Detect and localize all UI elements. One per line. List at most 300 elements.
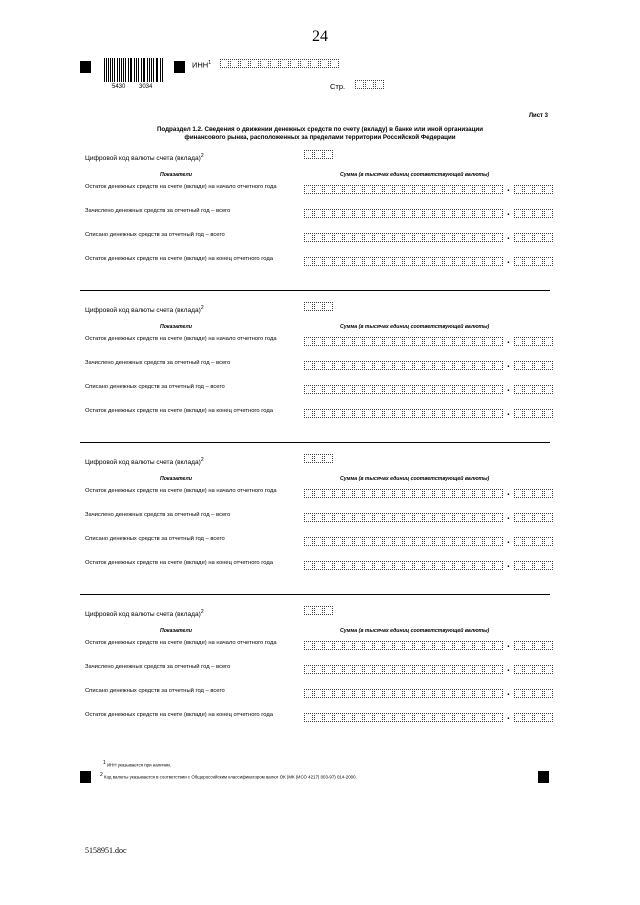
amount-cell[interactable]	[474, 689, 483, 698]
amount-cell[interactable]	[524, 409, 533, 418]
amount-cell[interactable]	[404, 361, 413, 370]
amount-cell[interactable]	[454, 713, 463, 722]
amount-cell[interactable]	[524, 385, 533, 394]
amount-integer-field[interactable]	[304, 665, 504, 674]
amount-cell[interactable]	[354, 713, 363, 722]
amount-cell[interactable]	[394, 489, 403, 498]
amount-cell[interactable]	[334, 361, 343, 370]
amount-cell[interactable]	[464, 561, 473, 570]
amount-cell[interactable]	[314, 233, 323, 242]
amount-cell[interactable]	[424, 209, 433, 218]
amount-cell[interactable]	[374, 233, 383, 242]
amount-cell[interactable]	[414, 361, 423, 370]
amount-cell[interactable]	[364, 689, 373, 698]
amount-cell[interactable]	[454, 209, 463, 218]
amount-fraction-field[interactable]	[514, 641, 554, 650]
amount-cell[interactable]	[494, 489, 503, 498]
amount-cell[interactable]	[484, 209, 493, 218]
amount-cell[interactable]	[384, 337, 393, 346]
amount-cell[interactable]	[304, 689, 313, 698]
amount-cell[interactable]	[364, 489, 373, 498]
amount-integer-field[interactable]	[304, 185, 504, 194]
currency-code-cell[interactable]	[314, 302, 323, 311]
amount-cell[interactable]	[514, 513, 523, 522]
amount-cell[interactable]	[434, 665, 443, 674]
amount-cell[interactable]	[324, 209, 333, 218]
amount-cell[interactable]	[534, 489, 543, 498]
amount-cell[interactable]	[514, 361, 523, 370]
amount-integer-field[interactable]	[304, 689, 504, 698]
amount-cell[interactable]	[304, 537, 313, 546]
amount-cell[interactable]	[364, 257, 373, 266]
amount-cell[interactable]	[304, 385, 313, 394]
amount-cell[interactable]	[414, 257, 423, 266]
amount-cell[interactable]	[514, 257, 523, 266]
amount-cell[interactable]	[364, 713, 373, 722]
amount-cell[interactable]	[414, 233, 423, 242]
amount-cell[interactable]	[384, 209, 393, 218]
currency-code-cell[interactable]	[314, 454, 323, 463]
amount-cell[interactable]	[324, 561, 333, 570]
amount-cell[interactable]	[524, 665, 533, 674]
amount-cell[interactable]	[324, 361, 333, 370]
amount-cell[interactable]	[534, 409, 543, 418]
amount-cell[interactable]	[534, 689, 543, 698]
amount-cell[interactable]	[484, 537, 493, 546]
inn-cell[interactable]	[270, 59, 279, 68]
inn-cell[interactable]	[230, 59, 239, 68]
amount-cell[interactable]	[544, 689, 553, 698]
amount-cell[interactable]	[454, 689, 463, 698]
amount-cell[interactable]	[444, 361, 453, 370]
amount-cell[interactable]	[544, 513, 553, 522]
amount-cell[interactable]	[354, 385, 363, 394]
amount-cell[interactable]	[524, 209, 533, 218]
amount-cell[interactable]	[474, 641, 483, 650]
amount-integer-field[interactable]	[304, 209, 504, 218]
amount-cell[interactable]	[514, 337, 523, 346]
currency-code-cell[interactable]	[324, 150, 333, 159]
amount-cell[interactable]	[544, 361, 553, 370]
amount-cell[interactable]	[344, 409, 353, 418]
amount-fraction-field[interactable]	[514, 233, 554, 242]
amount-cell[interactable]	[404, 513, 413, 522]
amount-cell[interactable]	[484, 713, 493, 722]
amount-cell[interactable]	[324, 337, 333, 346]
amount-cell[interactable]	[364, 337, 373, 346]
amount-cell[interactable]	[374, 257, 383, 266]
amount-cell[interactable]	[414, 185, 423, 194]
amount-cell[interactable]	[434, 561, 443, 570]
amount-cell[interactable]	[414, 489, 423, 498]
currency-code-field[interactable]	[304, 302, 334, 311]
amount-cell[interactable]	[314, 641, 323, 650]
amount-cell[interactable]	[344, 665, 353, 674]
amount-cell[interactable]	[444, 641, 453, 650]
amount-cell[interactable]	[344, 257, 353, 266]
amount-fraction-field[interactable]	[514, 513, 554, 522]
amount-cell[interactable]	[414, 665, 423, 674]
amount-cell[interactable]	[334, 185, 343, 194]
currency-code-cell[interactable]	[324, 606, 333, 615]
amount-cell[interactable]	[514, 409, 523, 418]
amount-cell[interactable]	[404, 665, 413, 674]
amount-cell[interactable]	[394, 409, 403, 418]
amount-cell[interactable]	[344, 209, 353, 218]
amount-cell[interactable]	[464, 489, 473, 498]
amount-cell[interactable]	[454, 561, 463, 570]
amount-cell[interactable]	[354, 665, 363, 674]
amount-cell[interactable]	[424, 337, 433, 346]
amount-cell[interactable]	[474, 665, 483, 674]
amount-cell[interactable]	[544, 641, 553, 650]
currency-code-cell[interactable]	[314, 150, 323, 159]
currency-code-cell[interactable]	[324, 454, 333, 463]
amount-cell[interactable]	[514, 665, 523, 674]
amount-cell[interactable]	[444, 537, 453, 546]
amount-cell[interactable]	[314, 409, 323, 418]
amount-cell[interactable]	[424, 537, 433, 546]
amount-cell[interactable]	[344, 385, 353, 394]
amount-cell[interactable]	[334, 409, 343, 418]
amount-cell[interactable]	[494, 513, 503, 522]
amount-cell[interactable]	[394, 385, 403, 394]
amount-cell[interactable]	[444, 409, 453, 418]
amount-cell[interactable]	[364, 361, 373, 370]
amount-cell[interactable]	[464, 689, 473, 698]
amount-cell[interactable]	[474, 209, 483, 218]
amount-cell[interactable]	[364, 209, 373, 218]
amount-cell[interactable]	[524, 537, 533, 546]
amount-cell[interactable]	[454, 361, 463, 370]
amount-cell[interactable]	[354, 489, 363, 498]
amount-fraction-field[interactable]	[514, 361, 554, 370]
amount-integer-field[interactable]	[304, 337, 504, 346]
amount-cell[interactable]	[424, 689, 433, 698]
amount-cell[interactable]	[304, 665, 313, 674]
amount-cell[interactable]	[394, 537, 403, 546]
amount-integer-field[interactable]	[304, 713, 504, 722]
amount-cell[interactable]	[374, 689, 383, 698]
inn-cell[interactable]	[310, 59, 319, 68]
amount-cell[interactable]	[314, 713, 323, 722]
amount-cell[interactable]	[404, 209, 413, 218]
amount-cell[interactable]	[304, 513, 313, 522]
amount-cell[interactable]	[334, 337, 343, 346]
amount-cell[interactable]	[414, 641, 423, 650]
amount-cell[interactable]	[544, 665, 553, 674]
amount-cell[interactable]	[334, 537, 343, 546]
amount-cell[interactable]	[304, 713, 313, 722]
currency-code-field[interactable]	[304, 606, 334, 615]
amount-cell[interactable]	[414, 337, 423, 346]
amount-cell[interactable]	[464, 641, 473, 650]
amount-fraction-field[interactable]	[514, 385, 554, 394]
amount-cell[interactable]	[384, 257, 393, 266]
amount-cell[interactable]	[514, 537, 523, 546]
amount-cell[interactable]	[524, 361, 533, 370]
amount-cell[interactable]	[474, 185, 483, 194]
inn-cell[interactable]	[330, 59, 339, 68]
amount-cell[interactable]	[434, 713, 443, 722]
amount-cell[interactable]	[364, 561, 373, 570]
amount-cell[interactable]	[494, 561, 503, 570]
amount-cell[interactable]	[414, 561, 423, 570]
amount-cell[interactable]	[414, 537, 423, 546]
amount-cell[interactable]	[424, 257, 433, 266]
amount-cell[interactable]	[454, 537, 463, 546]
amount-cell[interactable]	[354, 209, 363, 218]
currency-code-cell[interactable]	[304, 606, 313, 615]
page-cell[interactable]	[365, 80, 374, 89]
amount-cell[interactable]	[444, 513, 453, 522]
amount-cell[interactable]	[484, 513, 493, 522]
amount-cell[interactable]	[414, 385, 423, 394]
amount-cell[interactable]	[354, 561, 363, 570]
amount-cell[interactable]	[524, 185, 533, 194]
amount-cell[interactable]	[324, 385, 333, 394]
amount-cell[interactable]	[324, 537, 333, 546]
amount-cell[interactable]	[344, 337, 353, 346]
amount-cell[interactable]	[464, 233, 473, 242]
amount-cell[interactable]	[514, 713, 523, 722]
amount-cell[interactable]	[484, 561, 493, 570]
amount-cell[interactable]	[314, 689, 323, 698]
amount-cell[interactable]	[374, 641, 383, 650]
amount-fraction-field[interactable]	[514, 689, 554, 698]
amount-cell[interactable]	[384, 409, 393, 418]
amount-cell[interactable]	[434, 409, 443, 418]
amount-cell[interactable]	[374, 489, 383, 498]
amount-cell[interactable]	[444, 665, 453, 674]
amount-cell[interactable]	[384, 185, 393, 194]
amount-cell[interactable]	[534, 665, 543, 674]
amount-cell[interactable]	[394, 513, 403, 522]
amount-cell[interactable]	[544, 337, 553, 346]
amount-cell[interactable]	[404, 385, 413, 394]
amount-cell[interactable]	[404, 409, 413, 418]
amount-cell[interactable]	[354, 185, 363, 194]
amount-integer-field[interactable]	[304, 233, 504, 242]
amount-integer-field[interactable]	[304, 513, 504, 522]
amount-cell[interactable]	[534, 561, 543, 570]
amount-cell[interactable]	[494, 185, 503, 194]
amount-cell[interactable]	[314, 337, 323, 346]
amount-cell[interactable]	[444, 337, 453, 346]
amount-cell[interactable]	[404, 233, 413, 242]
amount-cell[interactable]	[374, 209, 383, 218]
amount-cell[interactable]	[484, 361, 493, 370]
amount-cell[interactable]	[344, 641, 353, 650]
amount-cell[interactable]	[344, 713, 353, 722]
amount-cell[interactable]	[534, 233, 543, 242]
amount-cell[interactable]	[454, 489, 463, 498]
amount-cell[interactable]	[464, 337, 473, 346]
amount-cell[interactable]	[394, 233, 403, 242]
amount-fraction-field[interactable]	[514, 409, 554, 418]
inn-cell[interactable]	[280, 59, 289, 68]
amount-cell[interactable]	[434, 361, 443, 370]
amount-cell[interactable]	[414, 209, 423, 218]
amount-cell[interactable]	[304, 409, 313, 418]
amount-cell[interactable]	[474, 513, 483, 522]
amount-cell[interactable]	[334, 641, 343, 650]
amount-cell[interactable]	[324, 409, 333, 418]
amount-cell[interactable]	[414, 713, 423, 722]
amount-cell[interactable]	[474, 409, 483, 418]
amount-cell[interactable]	[544, 209, 553, 218]
amount-cell[interactable]	[414, 513, 423, 522]
amount-cell[interactable]	[544, 713, 553, 722]
amount-cell[interactable]	[424, 641, 433, 650]
amount-cell[interactable]	[374, 361, 383, 370]
amount-cell[interactable]	[464, 713, 473, 722]
inn-cell[interactable]	[240, 59, 249, 68]
amount-cell[interactable]	[314, 513, 323, 522]
amount-cell[interactable]	[484, 233, 493, 242]
amount-cell[interactable]	[364, 641, 373, 650]
amount-cell[interactable]	[344, 513, 353, 522]
amount-cell[interactable]	[494, 209, 503, 218]
page-cell[interactable]	[355, 80, 364, 89]
amount-cell[interactable]	[484, 689, 493, 698]
amount-cell[interactable]	[364, 185, 373, 194]
amount-cell[interactable]	[354, 513, 363, 522]
amount-cell[interactable]	[514, 641, 523, 650]
amount-cell[interactable]	[404, 257, 413, 266]
amount-cell[interactable]	[334, 665, 343, 674]
amount-cell[interactable]	[424, 385, 433, 394]
amount-cell[interactable]	[324, 233, 333, 242]
amount-cell[interactable]	[314, 561, 323, 570]
amount-cell[interactable]	[484, 385, 493, 394]
amount-cell[interactable]	[424, 409, 433, 418]
amount-cell[interactable]	[384, 561, 393, 570]
amount-cell[interactable]	[364, 409, 373, 418]
amount-cell[interactable]	[374, 561, 383, 570]
amount-fraction-field[interactable]	[514, 537, 554, 546]
amount-cell[interactable]	[424, 361, 433, 370]
amount-cell[interactable]	[474, 361, 483, 370]
amount-cell[interactable]	[344, 689, 353, 698]
amount-cell[interactable]	[404, 185, 413, 194]
amount-cell[interactable]	[344, 561, 353, 570]
amount-cell[interactable]	[514, 209, 523, 218]
amount-cell[interactable]	[474, 713, 483, 722]
amount-cell[interactable]	[444, 385, 453, 394]
amount-cell[interactable]	[534, 385, 543, 394]
amount-cell[interactable]	[494, 385, 503, 394]
amount-cell[interactable]	[414, 409, 423, 418]
amount-cell[interactable]	[424, 185, 433, 194]
amount-cell[interactable]	[464, 361, 473, 370]
amount-cell[interactable]	[334, 689, 343, 698]
amount-cell[interactable]	[534, 185, 543, 194]
amount-cell[interactable]	[334, 233, 343, 242]
amount-cell[interactable]	[354, 537, 363, 546]
amount-cell[interactable]	[414, 689, 423, 698]
amount-cell[interactable]	[364, 513, 373, 522]
amount-cell[interactable]	[434, 489, 443, 498]
amount-cell[interactable]	[404, 561, 413, 570]
amount-cell[interactable]	[474, 257, 483, 266]
amount-cell[interactable]	[434, 185, 443, 194]
amount-cell[interactable]	[444, 561, 453, 570]
amount-cell[interactable]	[424, 713, 433, 722]
amount-cell[interactable]	[344, 185, 353, 194]
amount-cell[interactable]	[534, 337, 543, 346]
amount-cell[interactable]	[524, 641, 533, 650]
amount-cell[interactable]	[514, 185, 523, 194]
amount-cell[interactable]	[324, 665, 333, 674]
amount-cell[interactable]	[474, 233, 483, 242]
amount-cell[interactable]	[304, 361, 313, 370]
amount-cell[interactable]	[344, 233, 353, 242]
amount-cell[interactable]	[424, 561, 433, 570]
amount-cell[interactable]	[514, 489, 523, 498]
amount-cell[interactable]	[434, 513, 443, 522]
amount-cell[interactable]	[404, 641, 413, 650]
amount-cell[interactable]	[314, 537, 323, 546]
currency-code-field[interactable]	[304, 150, 334, 159]
amount-cell[interactable]	[494, 337, 503, 346]
amount-cell[interactable]	[434, 257, 443, 266]
amount-cell[interactable]	[434, 641, 443, 650]
amount-cell[interactable]	[494, 361, 503, 370]
amount-fraction-field[interactable]	[514, 489, 554, 498]
amount-integer-field[interactable]	[304, 537, 504, 546]
amount-cell[interactable]	[514, 233, 523, 242]
amount-fraction-field[interactable]	[514, 665, 554, 674]
amount-cell[interactable]	[314, 185, 323, 194]
amount-cell[interactable]	[424, 513, 433, 522]
amount-cell[interactable]	[324, 513, 333, 522]
amount-cell[interactable]	[474, 385, 483, 394]
amount-cell[interactable]	[494, 233, 503, 242]
amount-cell[interactable]	[334, 513, 343, 522]
amount-cell[interactable]	[374, 385, 383, 394]
amount-fraction-field[interactable]	[514, 337, 554, 346]
amount-cell[interactable]	[394, 641, 403, 650]
amount-cell[interactable]	[384, 537, 393, 546]
amount-cell[interactable]	[424, 233, 433, 242]
amount-cell[interactable]	[374, 337, 383, 346]
amount-cell[interactable]	[544, 561, 553, 570]
amount-cell[interactable]	[474, 537, 483, 546]
amount-cell[interactable]	[334, 489, 343, 498]
amount-cell[interactable]	[534, 257, 543, 266]
amount-cell[interactable]	[454, 257, 463, 266]
amount-cell[interactable]	[384, 233, 393, 242]
currency-code-field[interactable]	[304, 454, 334, 463]
amount-cell[interactable]	[484, 257, 493, 266]
currency-code-cell[interactable]	[304, 454, 313, 463]
amount-cell[interactable]	[514, 561, 523, 570]
amount-cell[interactable]	[374, 537, 383, 546]
amount-integer-field[interactable]	[304, 385, 504, 394]
amount-cell[interactable]	[354, 257, 363, 266]
amount-cell[interactable]	[334, 209, 343, 218]
amount-cell[interactable]	[474, 561, 483, 570]
amount-cell[interactable]	[394, 561, 403, 570]
amount-cell[interactable]	[454, 337, 463, 346]
amount-cell[interactable]	[364, 537, 373, 546]
amount-cell[interactable]	[314, 665, 323, 674]
amount-cell[interactable]	[524, 561, 533, 570]
amount-cell[interactable]	[324, 185, 333, 194]
amount-cell[interactable]	[524, 689, 533, 698]
amount-cell[interactable]	[404, 689, 413, 698]
